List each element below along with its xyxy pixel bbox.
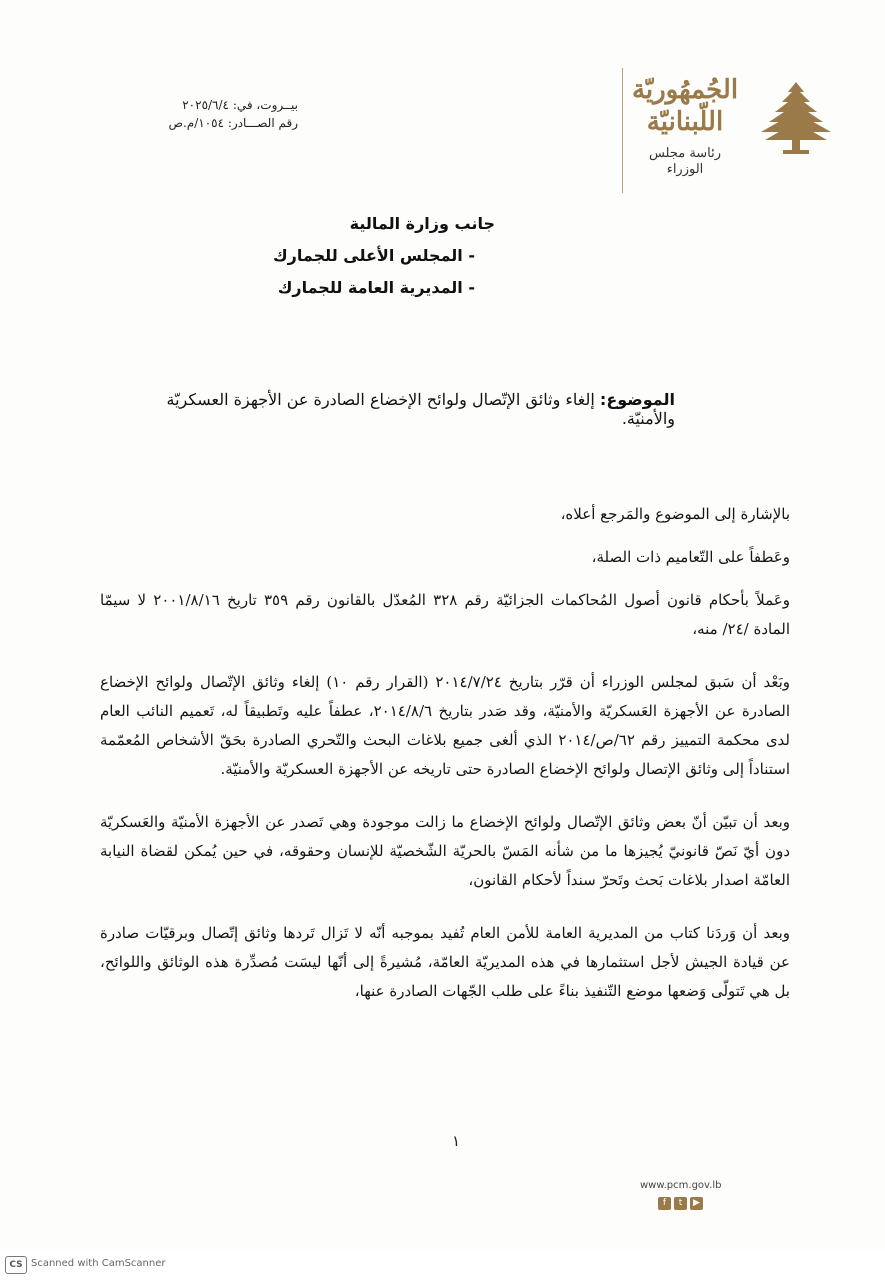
addressee xyxy=(235,208,495,304)
letterhead-divider xyxy=(622,68,623,193)
subject-label: الموضوع: xyxy=(599,390,675,409)
social-icons xyxy=(640,1197,750,1210)
twitter-icon[interactable]: t xyxy=(674,1197,687,1210)
emblem-line-1: الجُمهُوريّة xyxy=(631,75,739,105)
youtube-icon[interactable]: ▶ xyxy=(690,1197,703,1210)
footer xyxy=(640,1180,750,1210)
letter-body xyxy=(100,500,790,1030)
body-paragraph: بالإشارة إلى الموضوع والمَرجع أعلاه، xyxy=(560,505,790,523)
body-paragraph: وبعد أن تبيّن أنّ بعض وثائق الإتّصال ولوائح الإخضاع ما زالت موجودة وهي تَصدر عن الأجهزة الأمنيّة والعَسكريّة دون أيّ نَصّ قانونيّ يُجيزها ما من شأنه المَسّ بالحريّة الشّخصيّة للإنسان وحقوقه، في حين يُمكن لقضاة النيابة العامّة اصدار بلاغات بَحث وتَحرّ سنداً لأحكام القانون، xyxy=(100,813,790,889)
camscanner-strip xyxy=(0,1250,885,1280)
body-paragraph: وبَعْد أن سَبق لمجلس الوزراء أن قرّر بتاريخ ٢٠١٤/٧/٢٤ (القرار رقم ١٠) إلغاء وثائق الإتّصال ولوائح الإخضاع الصادرة عن الأجهزة العَسكريّة والأمنيّة، وقد صَدر بتاريخ ٢٠١٤/٨/٦، عطفاً عليه وتَطبيقاً له، تَعميم النائب العام لدى محكمة التمييز رقم ٦٢/ص/٢٠١٤ الذي ألغى جميع بلاغات البحث والتّحري الصادرة بحَقّ الأشخاص المُعمّمة استناداً إلى وثائق الإتصال ولوائح الإخضاع الصادرة حتى تاريخه عن الأجهزة العسكريّة والأمنيّة. xyxy=(100,673,791,778)
body-paragraph: وبعد أن وَردَنا كتاب من المديرية العامة للأمن العام تُفيد بموجبه أنّه لا تَزال تَردها وثائق إتّصال وبرقيّات صادرة عن قيادة الجيش لأجل استثمارها في هذه المديريّة العامّة، مُشيرةً إلى أنّها ليسَت مُصدِّرة هذه الوثائق واللوائح، بل هي تَتولّى وَضعها موضع التّنفيذ بناءً على طلب الجّهات الصادرة عنها، xyxy=(100,924,790,1000)
facebook-icon[interactable]: f xyxy=(658,1197,671,1210)
reference-block xyxy=(148,96,298,132)
addressee-title: جانب وزارة المالية xyxy=(349,214,495,233)
subject-line xyxy=(115,390,675,428)
addressee-item: - المجلس الأعلى للجمارك xyxy=(273,246,475,265)
emblem-wordmark xyxy=(630,74,740,178)
emblem-line-2: اللّبنانيّة xyxy=(646,107,724,137)
website-link[interactable]: www.pcm.gov.lb xyxy=(640,1180,722,1191)
date-line: بيــروت، في: ٢٠٢٥/٦/٤ xyxy=(182,98,298,112)
subject-text: إلغاء وثائق الإتّصال ولوائح الإخضاع الصادرة عن الأجهزة العسكريّة والأمنيّة. xyxy=(166,390,675,428)
body-paragraph: وعَملاً بأحكام قانون أصول المُحاكمات الجزائيّة رقم ٣٢٨ المُعدّل بالقانون رقم ٣٥٩ تاريخ ٢٠٠١/٨/١٦ لا سيمّا المادة /٢٤/ منه، xyxy=(100,591,790,638)
camscanner-label: Scanned with CamScanner xyxy=(31,1258,166,1269)
reference-number: رقم الصـــادر: ١٠٥٤/م.ص xyxy=(168,116,298,130)
letterhead xyxy=(595,68,835,198)
body-paragraph: وعَطفاً على التّعاميم ذات الصلة، xyxy=(591,548,790,566)
emblem-subtitle: رئاسة مجلس الوزراء xyxy=(648,146,722,177)
page-number: ١ xyxy=(452,1132,461,1150)
cedar-logo-icon xyxy=(757,78,835,158)
camscanner-badge: CS xyxy=(5,1256,27,1274)
addressee-item: - المديرية العامة للجمارك xyxy=(277,278,475,297)
